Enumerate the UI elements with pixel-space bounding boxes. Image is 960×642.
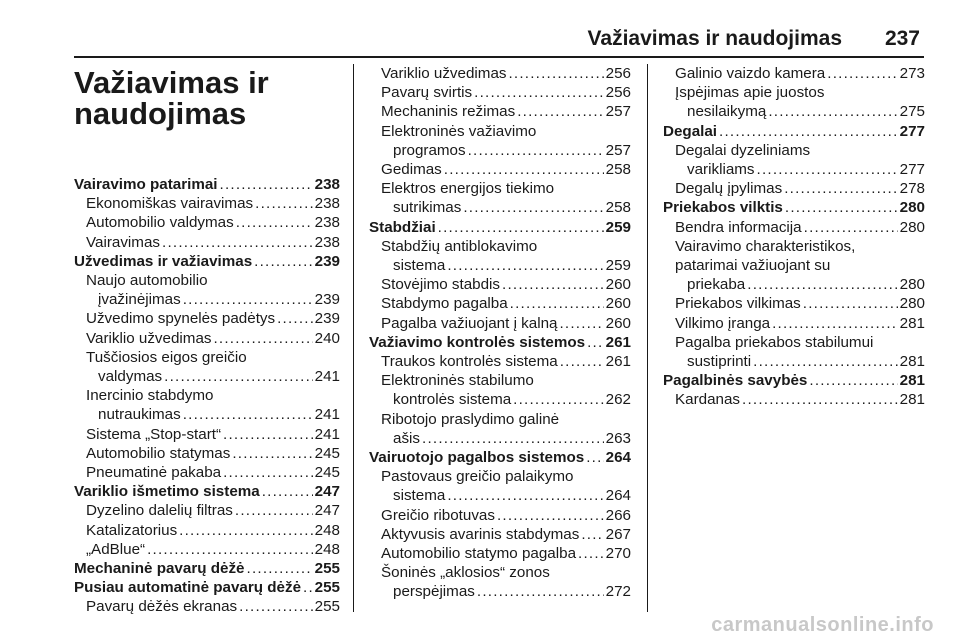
toc-page-number: 238	[314, 195, 340, 213]
toc-page-number: 247	[314, 483, 340, 501]
toc-entry[interactable]	[663, 294, 925, 313]
toc-page-number: 260	[605, 314, 631, 332]
toc-row[interactable]	[381, 294, 631, 313]
toc-page-number: 256	[605, 84, 631, 102]
toc-section-entry[interactable]	[74, 252, 340, 271]
dot-leader	[277, 309, 313, 328]
toc-entry[interactable]	[74, 386, 340, 424]
dot-leader	[587, 333, 604, 352]
toc-page-number: 248	[314, 521, 340, 539]
toc-list	[369, 64, 631, 602]
dot-leader	[223, 425, 313, 444]
toc-page-number: 260	[605, 276, 631, 294]
toc-entry[interactable]	[74, 194, 340, 213]
toc-row[interactable]	[675, 352, 925, 371]
toc-entry-title: Katalizatorius	[86, 521, 178, 539]
toc-page-number: 278	[899, 180, 925, 198]
toc-page-number: 273	[899, 65, 925, 82]
toc-entry-title: Pavarų dėžės ekranas	[86, 598, 238, 616]
toc-row[interactable]	[663, 371, 925, 390]
dot-leader	[809, 371, 897, 390]
toc-entry[interactable]	[663, 83, 925, 121]
dot-leader	[474, 83, 604, 102]
toc-row[interactable]	[86, 521, 340, 540]
toc-entry[interactable]	[369, 102, 631, 121]
toc-entry[interactable]	[663, 314, 925, 333]
toc-page-number: 281	[899, 353, 925, 371]
toc-row[interactable]	[675, 160, 925, 179]
toc-section-entry[interactable]	[369, 333, 631, 352]
dot-leader	[463, 198, 603, 217]
toc-row[interactable]	[381, 64, 631, 83]
dot-leader	[447, 486, 603, 505]
toc-page-number: 281	[899, 314, 925, 332]
toc-page-number: 280	[899, 276, 925, 294]
toc-entry-title: Pavarų svirtis	[381, 84, 473, 102]
toc-row[interactable]	[381, 582, 631, 601]
toc-page-number: 280	[899, 199, 925, 217]
toc-entry-title: Ekonomiškas vairavimas	[86, 195, 254, 213]
toc-page-number: 263	[605, 429, 631, 447]
toc-row[interactable]	[86, 194, 340, 213]
toc-page-number: 241	[314, 425, 340, 443]
dot-leader	[586, 448, 603, 467]
toc-row[interactable]	[381, 102, 631, 121]
dot-leader	[162, 233, 313, 252]
toc-page-number: 280	[899, 218, 925, 236]
toc-row[interactable]	[381, 352, 631, 371]
toc-entry[interactable]	[663, 179, 925, 198]
dot-leader	[513, 390, 603, 409]
toc-entry-title: Variklio užvedimas	[381, 65, 507, 82]
dot-leader	[236, 213, 313, 232]
toc-entry-title: Dyzelino dalelių filtras	[86, 502, 233, 520]
toc-row[interactable]	[86, 290, 340, 309]
toc-page-number: 239	[314, 310, 340, 328]
toc-entry[interactable]	[369, 544, 631, 563]
dot-leader	[422, 429, 604, 448]
toc-entry[interactable]	[74, 233, 340, 252]
toc-page-number: 241	[314, 368, 340, 386]
dot-leader	[827, 64, 897, 83]
toc-entry-title: Užvedimas ir važiavimas	[74, 252, 253, 270]
toc-page-number: 267	[605, 525, 631, 543]
toc-row[interactable]	[86, 329, 340, 348]
toc-entry-title: varikliams	[687, 161, 755, 179]
toc-page-number: 255	[314, 598, 340, 616]
toc-entry[interactable]	[663, 64, 925, 83]
dot-leader	[232, 444, 312, 463]
toc-page-number: 245	[314, 464, 340, 482]
dot-leader	[559, 314, 603, 333]
toc-row[interactable]	[74, 175, 340, 194]
toc-entry-title: nesilaikymą	[687, 103, 767, 121]
toc-page-number: 264	[605, 449, 631, 467]
toc-entry[interactable]	[663, 390, 925, 409]
toc-entry[interactable]	[74, 521, 340, 540]
toc-page-number: 255	[314, 579, 340, 597]
toc-page-number: 258	[605, 199, 631, 217]
toc-row[interactable]	[381, 275, 631, 294]
toc-entry[interactable]	[74, 540, 340, 559]
toc-entry-title-line: Degalai dyzeliniams	[675, 141, 811, 159]
toc-entry-title: sistema	[393, 487, 446, 505]
toc-entry-title: Stabdžiai	[369, 218, 436, 236]
toc-entry-title: Bendra informacija	[675, 218, 802, 236]
toc-row[interactable]	[86, 309, 340, 328]
toc-entry-title: Mechaninė pavarų dėžė	[74, 560, 245, 578]
toc-entry-title: Degalai	[663, 122, 718, 140]
toc-entry[interactable]	[369, 525, 631, 544]
dot-leader	[183, 290, 313, 309]
toc-page-number: 261	[605, 333, 631, 351]
toc-entry-title: Automobilio statymas	[86, 444, 231, 462]
toc-column-2	[369, 64, 631, 602]
toc-page-number: 238	[314, 176, 340, 193]
toc-row[interactable]	[675, 314, 925, 333]
dot-leader	[468, 141, 604, 160]
dot-leader	[183, 405, 313, 424]
toc-row[interactable]	[675, 218, 925, 237]
toc-entry-title: Greičio ribotuvas	[381, 506, 495, 524]
toc-entry-title-line: Elektros energijos tiekimo	[381, 180, 555, 198]
toc-entry-title: Degalų įpylimas	[675, 180, 783, 198]
toc-entry-title-line: Elektroninės važiavimo	[381, 122, 537, 140]
toc-entry-title: sustiprinti	[687, 353, 752, 371]
toc-entry-title: Variklio išmetimo sistema	[74, 483, 260, 501]
toc-page-number: 255	[314, 560, 340, 578]
toc-page-number: 266	[605, 506, 631, 524]
toc-page-number: 259	[605, 257, 631, 275]
toc-entry[interactable]	[74, 463, 340, 482]
toc-entry-title: Galinio vaizdo kamera	[675, 65, 826, 82]
toc-entry[interactable]	[663, 333, 925, 371]
toc-row[interactable]	[369, 218, 631, 237]
toc-entry-title: sistema	[393, 257, 446, 275]
toc-row[interactable]	[74, 482, 340, 501]
dot-leader	[438, 218, 604, 237]
toc-entry[interactable]	[663, 218, 925, 237]
toc-row[interactable]	[86, 425, 340, 444]
toc-entry-title: perspėjimas	[393, 583, 475, 601]
dot-leader	[784, 179, 897, 198]
toc-entry-title: Traukos kontrolės sistema	[381, 353, 558, 371]
column-divider	[647, 64, 648, 612]
toc-page-number: 256	[605, 65, 631, 82]
toc-page-number: 275	[899, 103, 925, 121]
toc-entry-title: įvažinėjimas	[98, 291, 181, 309]
toc-entry[interactable]	[369, 179, 631, 217]
toc-page-number: 239	[314, 252, 340, 270]
toc-entry[interactable]	[369, 314, 631, 333]
toc-row[interactable]	[86, 367, 340, 386]
toc-row[interactable]	[381, 160, 631, 179]
toc-entry-title: Važiavimo kontrolės sistemos	[369, 333, 586, 351]
toc-page-number: 260	[605, 295, 631, 313]
toc-column-3	[663, 64, 925, 410]
toc-row[interactable]	[86, 213, 340, 232]
toc-entry[interactable]	[369, 563, 631, 601]
toc-entry[interactable]	[74, 213, 340, 232]
toc-row[interactable]	[381, 141, 631, 160]
toc-row[interactable]	[86, 501, 340, 520]
toc-section-entry[interactable]	[74, 175, 340, 194]
toc-page-number: 239	[314, 291, 340, 309]
toc-section-entry[interactable]	[74, 578, 340, 597]
toc-entry-title: Sistema „Stop-start“	[86, 425, 222, 443]
dot-leader	[753, 352, 898, 371]
toc-section-entry[interactable]	[663, 198, 925, 217]
toc-page-number: 245	[314, 444, 340, 462]
toc-entry-title: nutraukimas	[98, 406, 181, 424]
toc-entry-title: Užvedimo spynelės padėtys	[86, 310, 276, 328]
toc-entry-title-line: Inercinio stabdymo	[86, 387, 214, 405]
toc-entry-title-line: Vairavimo charakteristikos,	[675, 237, 856, 255]
toc-page-number: 277	[899, 122, 925, 140]
dot-leader	[502, 275, 604, 294]
toc-page-number: 272	[605, 583, 631, 601]
toc-row[interactable]	[381, 544, 631, 563]
toc-row[interactable]	[381, 486, 631, 505]
toc-page-number: 281	[899, 372, 925, 390]
toc-entry-title-line: Tuščiosios eigos greičio	[86, 348, 247, 366]
toc-page-number: 258	[605, 161, 631, 179]
toc-row[interactable]	[86, 540, 340, 559]
dot-leader	[517, 102, 603, 121]
toc-list	[74, 175, 340, 617]
toc-entry-title: Stovėjimo stabdis	[381, 276, 501, 294]
toc-entry-title: Gedimas	[381, 161, 442, 179]
dot-leader	[213, 329, 312, 348]
dot-leader	[147, 540, 313, 559]
toc-entry-title: Pagalba važiuojant į kalną	[381, 314, 558, 332]
dot-leader	[508, 64, 603, 83]
dot-leader	[803, 294, 898, 313]
toc-section-entry[interactable]	[369, 448, 631, 467]
toc-entry-title: sutrikimas	[393, 199, 462, 217]
watermark: carmanualsonline.info	[711, 614, 934, 636]
toc-entry-title: kontrolės sistema	[393, 391, 512, 409]
toc-row[interactable]	[86, 444, 340, 463]
toc-page-number: 281	[899, 391, 925, 409]
toc-row[interactable]	[675, 64, 925, 83]
toc-section-entry[interactable]	[74, 482, 340, 501]
dot-leader	[303, 578, 313, 597]
toc-list	[663, 64, 925, 410]
toc-entry[interactable]	[369, 64, 631, 83]
toc-column-1	[74, 64, 340, 617]
toc-entry[interactable]	[369, 410, 631, 448]
toc-entry-title-line: patarimai važiuojant su	[675, 257, 831, 275]
dot-leader	[804, 218, 898, 237]
toc-row[interactable]	[381, 198, 631, 217]
toc-entry-title: Vairavimo patarimai	[74, 176, 218, 193]
dot-leader	[164, 367, 313, 386]
toc-section-entry[interactable]	[74, 559, 340, 578]
toc-page-number: 238	[314, 233, 340, 251]
dot-leader	[581, 525, 603, 544]
toc-entry[interactable]	[369, 160, 631, 179]
toc-row[interactable]	[381, 429, 631, 448]
toc-entry-title: Stabdymo pagalba	[381, 295, 508, 313]
toc-entry-title: Priekabos vilkimas	[675, 295, 801, 313]
dot-leader	[444, 160, 604, 179]
toc-entry[interactable]	[74, 309, 340, 328]
toc-entry[interactable]	[369, 506, 631, 525]
toc-entry-title: Vairavimas	[86, 233, 160, 251]
dot-leader	[220, 175, 313, 194]
toc-row[interactable]	[675, 179, 925, 198]
toc-entry-title: Pagalbinės savybės	[663, 372, 808, 390]
toc-row[interactable]	[663, 122, 925, 141]
toc-entry[interactable]	[369, 275, 631, 294]
toc-entry-title-line: Stabdžių antiblokavimo	[381, 237, 538, 255]
toc-page-number: 257	[605, 103, 631, 121]
toc-page-number: 262	[605, 391, 631, 409]
toc-entry-title: Pusiau automatinė pavarų dėžė	[74, 579, 302, 597]
toc-entry-title: Pneumatinė pakaba	[86, 464, 222, 482]
toc-entry[interactable]	[369, 294, 631, 313]
toc-entry-title: programos	[393, 141, 466, 159]
toc-entry[interactable]	[74, 425, 340, 444]
column-divider	[353, 64, 354, 612]
toc-entry-title-line: Šoninės „aklosios“ zonos	[381, 564, 550, 582]
chapter-title	[74, 64, 340, 129]
toc-entry-title: Priekabos vilktis	[663, 199, 783, 217]
dot-leader	[497, 506, 604, 525]
toc-page-number: 247	[314, 502, 340, 520]
toc-row[interactable]	[675, 275, 925, 294]
toc-entry-title: „AdBlue“	[86, 540, 146, 558]
toc-entry-title-line: Elektroninės stabilumo	[381, 372, 534, 390]
toc-page-number: 261	[605, 353, 631, 371]
dot-leader	[772, 314, 898, 333]
chapter-title-line: naudojimas	[74, 96, 247, 131]
dot-leader	[719, 122, 898, 141]
dot-leader	[254, 252, 313, 271]
toc-row[interactable]	[381, 314, 631, 333]
toc-row[interactable]	[369, 333, 631, 352]
toc-section-entry[interactable]	[369, 218, 631, 237]
toc-entry-title-line: Pagalba priekabos stabilumui	[675, 333, 874, 351]
toc-section-entry[interactable]	[663, 371, 925, 390]
toc-page-number: 241	[314, 406, 340, 424]
toc-entry-title: priekaba	[687, 276, 746, 294]
toc-entry-title-line: Naujo automobilio	[86, 272, 208, 290]
toc-entry-title: Automobilio valdymas	[86, 214, 234, 232]
toc-page-number: 248	[314, 540, 340, 558]
toc-page-number: 257	[605, 141, 631, 159]
toc-entry-title: valdymas	[98, 368, 163, 386]
toc-entry[interactable]	[369, 122, 631, 160]
toc-row[interactable]	[86, 405, 340, 424]
toc-entry-title: Variklio užvedimas	[86, 329, 212, 347]
toc-entry[interactable]	[74, 444, 340, 463]
toc-row[interactable]	[381, 83, 631, 102]
toc-page-number: 240	[314, 329, 340, 347]
toc-row[interactable]	[369, 448, 631, 467]
dot-leader	[510, 294, 604, 313]
toc-row[interactable]	[675, 390, 925, 409]
dot-leader	[247, 559, 313, 578]
dot-leader	[477, 582, 604, 601]
dot-leader	[179, 521, 312, 540]
running-header-title: Važiavimas ir naudojimas	[587, 27, 842, 50]
toc-entry[interactable]	[369, 467, 631, 505]
toc-entry[interactable]	[74, 348, 340, 386]
dot-leader	[447, 256, 603, 275]
toc-row[interactable]	[74, 252, 340, 271]
toc-row[interactable]	[86, 463, 340, 482]
toc-entry[interactable]	[74, 271, 340, 309]
toc-page-number: 259	[605, 218, 631, 236]
toc-entry[interactable]	[369, 83, 631, 102]
toc-entry[interactable]	[663, 141, 925, 179]
toc-entry[interactable]	[369, 371, 631, 409]
dot-leader	[757, 160, 898, 179]
toc-entry[interactable]	[369, 352, 631, 371]
toc-page-number: 238	[314, 214, 340, 232]
chapter-title-line: Važiavimas ir	[74, 65, 269, 100]
toc-page-number: 277	[899, 161, 925, 179]
toc-entry-title-line: Pastovaus greičio palaikymo	[381, 468, 574, 486]
toc-entry-title: ašis	[393, 429, 421, 447]
toc-entry-title: Mechaninis režimas	[381, 103, 516, 121]
toc-row[interactable]	[675, 294, 925, 313]
toc-page-number: 270	[605, 545, 631, 563]
toc-row[interactable]	[381, 256, 631, 275]
toc-entry-title-line: Ribotojo praslydimo galinė	[381, 410, 560, 428]
toc-entry[interactable]	[369, 237, 631, 275]
dot-leader	[235, 501, 313, 520]
toc-entry-title: Vairuotojo pagalbos sistemos	[369, 449, 585, 467]
dot-leader	[255, 194, 313, 213]
dot-leader	[560, 352, 604, 371]
dot-leader	[578, 544, 604, 563]
toc-entry[interactable]	[74, 329, 340, 348]
toc-row[interactable]	[86, 233, 340, 252]
toc-page-number: 264	[605, 487, 631, 505]
dot-leader	[785, 198, 898, 217]
toc-row[interactable]	[663, 198, 925, 217]
header-rule	[74, 56, 924, 58]
toc-row[interactable]	[381, 525, 631, 544]
dot-leader	[747, 275, 897, 294]
toc-row[interactable]	[381, 506, 631, 525]
dot-leader	[742, 390, 898, 409]
toc-row[interactable]	[675, 102, 925, 121]
toc-entry-title: Kardanas	[675, 391, 741, 409]
toc-entry-title: Vilkimo įranga	[675, 314, 771, 332]
toc-entry[interactable]	[663, 237, 925, 295]
toc-entry-title: Aktyvusis avarinis stabdymas	[381, 525, 580, 543]
page-header	[0, 27, 960, 57]
toc-row[interactable]	[74, 559, 340, 578]
page-number: 237	[884, 27, 920, 50]
toc-entry[interactable]	[74, 501, 340, 520]
dot-leader	[262, 482, 313, 501]
toc-section-entry[interactable]	[663, 122, 925, 141]
toc-page-number: 280	[899, 295, 925, 313]
toc-entry-title-line: Įspėjimas apie juostos	[675, 84, 825, 102]
toc-row[interactable]	[381, 390, 631, 409]
toc-row[interactable]	[74, 578, 340, 597]
dot-leader	[768, 102, 897, 121]
dot-leader	[223, 463, 313, 482]
toc-entry-title: Automobilio statymo pagalba	[381, 545, 577, 563]
